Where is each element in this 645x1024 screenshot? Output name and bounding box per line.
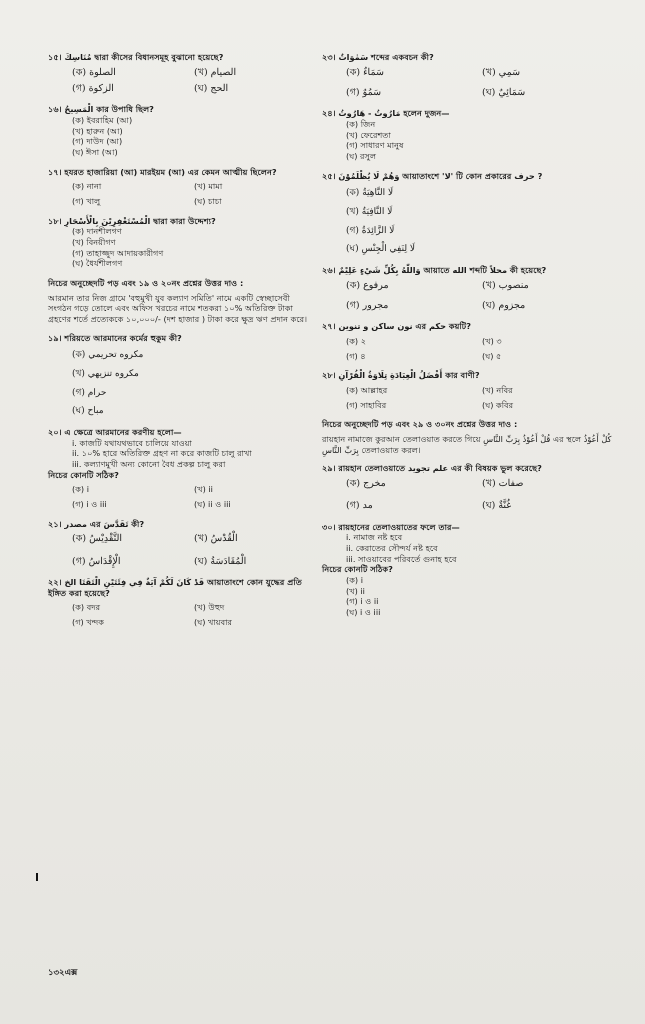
- option-ga: (গ) حرام: [72, 387, 107, 398]
- option-ga: (গ) i ও ii: [346, 596, 379, 607]
- option-gha: (ঘ) কবির: [482, 399, 514, 410]
- passage-heading: নিচের অনুচ্ছেদটি পড় এবং ১৯ ও ২০নং প্রশ্নের উত্তর দাও :: [48, 277, 244, 288]
- left-column: [48, 52, 310, 636]
- option-kha: (খ) منصوب: [482, 279, 529, 291]
- option-ga: (গ) i ও iii: [72, 498, 107, 509]
- option-kha: (খ) নবির: [482, 385, 513, 395]
- question-27: [322, 321, 612, 361]
- option-gha: (ঘ) مباح: [72, 406, 104, 417]
- question-text: ২১। مصدر এর تَقَدَّسَ কী?: [48, 518, 145, 529]
- question-text: ২৩। سَمٰوَاتٌ শব্দের একবচন কী?: [322, 52, 434, 62]
- option-kha: (খ) হারুন (আ): [72, 125, 123, 136]
- option-kha: (খ) لَا النَّافِيَةُ: [346, 206, 393, 217]
- question-28: [322, 370, 612, 410]
- option-gha: (ঘ) لَا لِنَفِي الْجِنْسِ: [346, 244, 416, 255]
- question-text: ২৫। وَهُمْ لَا يُظْلَمُوْنَ আয়াতাংশে 'لا' টি কোন প্রকারের حرف ?: [322, 170, 543, 181]
- option-ka: (ক) لَا النَّاهِيَةُ: [346, 188, 394, 199]
- option-kha: (খ) উহুদ: [194, 602, 225, 613]
- option-gha: (ঘ) الْمُقَادَسَةُ: [194, 555, 247, 567]
- question-text: ২৬। وَاللّٰهُ بِكُلِّ شَيْءٍ عَلِيْمٌ আয়াতে الله শব্দটি محلاً কী হয়েছে?: [322, 265, 547, 276]
- option-ka: (ক) سَمَاءٌ: [346, 66, 384, 78]
- option-gha: (ঘ) ধৈর্যশীলগণ: [72, 258, 123, 269]
- option-gha: (ঘ) রসুল: [346, 150, 377, 161]
- option-kha: (খ) صفات: [482, 477, 524, 489]
- question-23: [322, 52, 612, 99]
- question-text: ১৬। الْمَسِيحُ কার উপাধি ছিল?: [48, 104, 154, 115]
- option-ga: (গ) সাহাবির: [346, 399, 387, 410]
- passage-text: আরমান তার নিজ গ্রামে 'বহুমুখী যুব কল্যাণ সমিতি' নামে একটি স্বেচ্ছাসেবী সংগঠন গড়ে তোলে এবং অফিস খরচের নামে শতকরা ১০% অতিরিক্ত টাকা গ্রহণের শর্তে প্রত্যেককে ১০,০০০/- (দশ হাজার ) টাকা করে ক্ষুদ্র ঋণ প্রদান করে।: [48, 292, 308, 324]
- question-text: ২৪। مَارُوتُ - هَارُوتُ হলেন দুজন—: [322, 108, 450, 119]
- question-20: [48, 427, 310, 510]
- statement-ii: ii. কেরাতের সৌন্দর্য নষ্ট হবে: [346, 542, 438, 553]
- question-text: ১৮। الْمُسْتَغْفِرِيْنَ بِالْأَسْحَارِ দ্বারা কারা উদ্দেশ্য?: [48, 215, 216, 226]
- question-17: [48, 167, 310, 207]
- question-22: [48, 577, 310, 628]
- option-kha: (খ) ফেরেশতা: [346, 129, 391, 140]
- question-text: ২৯। রায়হান তেলাওয়াতে علم تجويد এর কী বিষয়ক ভুল করেছে?: [322, 463, 542, 474]
- option-ka: (ক) التَّقْدِيْسُ: [72, 533, 123, 545]
- page-footer-code: ১৩২এক্স: [48, 968, 78, 978]
- statement-i: i. নামাজ নষ্ট হবে: [346, 532, 403, 543]
- question-29: [322, 463, 612, 512]
- statement-iii: iii. কল্যাণমুখী অন্য কোনো বৈধ প্রকল্প চালু করা: [72, 458, 226, 469]
- question-text: ২২। قَدْ كَانَ لَكُمْ آيَةٌ فِي فِئَتَيْنِ الْتَقَتَا الخ আয়াতাংশে কোন যুদ্ধের প্রতি ইঙ্গিত করা হয়েছে?: [48, 576, 302, 598]
- option-kha: (খ) الْقُدْسُ: [194, 533, 238, 545]
- question-text: ২০। এ ক্ষেত্রে আরমানের করণীয় হলো—: [48, 426, 182, 437]
- question-26: [322, 265, 612, 312]
- option-ga: (গ) তাহাজ্জুদ আদায়কারীগণ: [72, 247, 164, 258]
- option-kha: (খ) মামা: [194, 181, 223, 192]
- option-kha: (খ) ii: [346, 585, 365, 596]
- margin-mark: [36, 873, 38, 881]
- question-text: ১৭। হযরত হাজারিয়া (আ) মারইয়ম (আ) এর কেমন আত্মীয় ছিলেন?: [48, 166, 277, 177]
- option-gha: (ঘ) مجزوم: [482, 300, 526, 312]
- question-21: [48, 519, 310, 568]
- question-text: ২৭। نون ساكن و تنوين এর حكم কয়টি?: [322, 321, 472, 332]
- option-ga: (গ) سَمُوٌ: [346, 87, 382, 98]
- question-text: ১৯। শরিয়তে আরমানের কর্মের হুকুম কী?: [48, 332, 182, 343]
- question-15: [48, 52, 310, 95]
- statement-iii: iii. সাওয়াবের পরিবর্তে গুনাহ হবে: [346, 553, 457, 564]
- option-ka: (ক) i: [72, 484, 89, 495]
- which-correct: নিচের কোনটি সঠিক?: [322, 564, 393, 575]
- question-24: [322, 108, 612, 161]
- option-ka: (ক) مكروه تحريمي: [72, 350, 144, 361]
- option-ga: (গ) ৪: [346, 350, 366, 361]
- passage-text: রায়হান নামাজে কুরআন তেলাওয়াত করতে গিয়ে قُلْ أَعُوْذُ بِرَبِّ النَّاسِ এর স্থলে كُلْ أَعُوْذُ بِرَبِّ النَّاسِ তেলাওয়াত করল।: [322, 433, 612, 455]
- question-text: ১৫। مُنَاسِكَ দ্বারা কীসের বিধানসমূহ বুঝানো হয়েছে?: [48, 52, 224, 62]
- option-ka: (ক) ইবরাহিম (আ): [72, 115, 133, 125]
- option-ka: (ক) আল্লাহর: [346, 385, 388, 395]
- option-ga: (গ) দাউদ (আ): [72, 136, 123, 147]
- option-ka: (ক) জিন: [346, 119, 376, 129]
- statement-ii: ii. ১০% হারে অতিরিক্ত গ্রহণ না করে কাজটি চালু রাখা: [72, 448, 252, 459]
- option-gha: (ঘ) খায়বার: [194, 616, 233, 627]
- option-gha: (ঘ) ৫: [482, 350, 502, 361]
- option-ka: (ক) বদর: [72, 602, 101, 613]
- option-gha: (ঘ) الحج: [194, 83, 229, 94]
- passage-heading: নিচের অনুচ্ছেদটি পড় এবং ২৯ ও ৩০নং প্রশ্নের উত্তর দাও :: [322, 419, 518, 430]
- option-kha: (খ) مكروه تنزيهي: [72, 368, 139, 379]
- option-gha: (ঘ) i ও iii: [346, 606, 381, 617]
- option-ka: (ক) الصلوة: [72, 66, 116, 78]
- option-ga: (গ) الْإِقْدَاسُ: [72, 555, 121, 567]
- question-30: [322, 522, 612, 618]
- option-gha: (ঘ) ii ও iii: [194, 498, 231, 509]
- right-column: [322, 52, 612, 627]
- option-gha: (ঘ) سَمَائِيٌ: [482, 87, 526, 98]
- question-text: ২৮। أَفْضَلُ الْعِبَادَةِ تِلَاوَةُ الْقُرْآنِ কার বাণী?: [322, 370, 480, 381]
- option-ka: (ক) مخرج: [346, 477, 386, 489]
- option-gha: (ঘ) চাচা: [194, 195, 222, 206]
- question-25: [322, 171, 612, 256]
- option-kha: (খ) الصيام: [194, 66, 237, 78]
- option-ka: (ক) ২: [346, 336, 367, 347]
- option-kha: (খ) ৩: [482, 336, 502, 347]
- which-correct: নিচের কোনটি সঠিক?: [48, 469, 119, 480]
- option-ga: (গ) مجرور: [346, 300, 389, 312]
- option-ka: (ক) i: [346, 574, 363, 585]
- option-ga: (গ) খন্দক: [72, 616, 105, 627]
- option-kha: (খ) বিনয়ীগণ: [72, 236, 116, 247]
- option-kha: (খ) ii: [194, 484, 213, 495]
- option-ga: (গ) الزكوة: [72, 83, 114, 94]
- option-ga: (গ) لَا الزَّائِدَةُ: [346, 225, 395, 236]
- option-gha: (ঘ) غُنَّةٌ: [482, 500, 512, 512]
- option-ka: (ক) নানা: [72, 181, 102, 192]
- option-ga: (গ) مد: [346, 500, 373, 512]
- option-ga: (গ) খালু: [72, 195, 101, 206]
- statement-i: i. কাজটি যথাযথভাবে চালিয়ে যাওয়া: [72, 437, 192, 448]
- question-19: [48, 333, 310, 418]
- option-ga: (গ) সাধারণ মানুষ: [346, 140, 404, 151]
- option-gha: (ঘ) ঈসা (আ): [72, 146, 118, 157]
- question-18: [48, 216, 310, 269]
- question-text: ৩০। রায়হানের তেলাওয়াতের ফলে তার—: [322, 521, 460, 532]
- option-ka: (ক) দানশীলগণ: [72, 226, 122, 237]
- question-16: [48, 104, 310, 157]
- option-ka: (ক) مرفوع: [346, 279, 389, 291]
- option-kha: (খ) سَمِي: [482, 66, 521, 78]
